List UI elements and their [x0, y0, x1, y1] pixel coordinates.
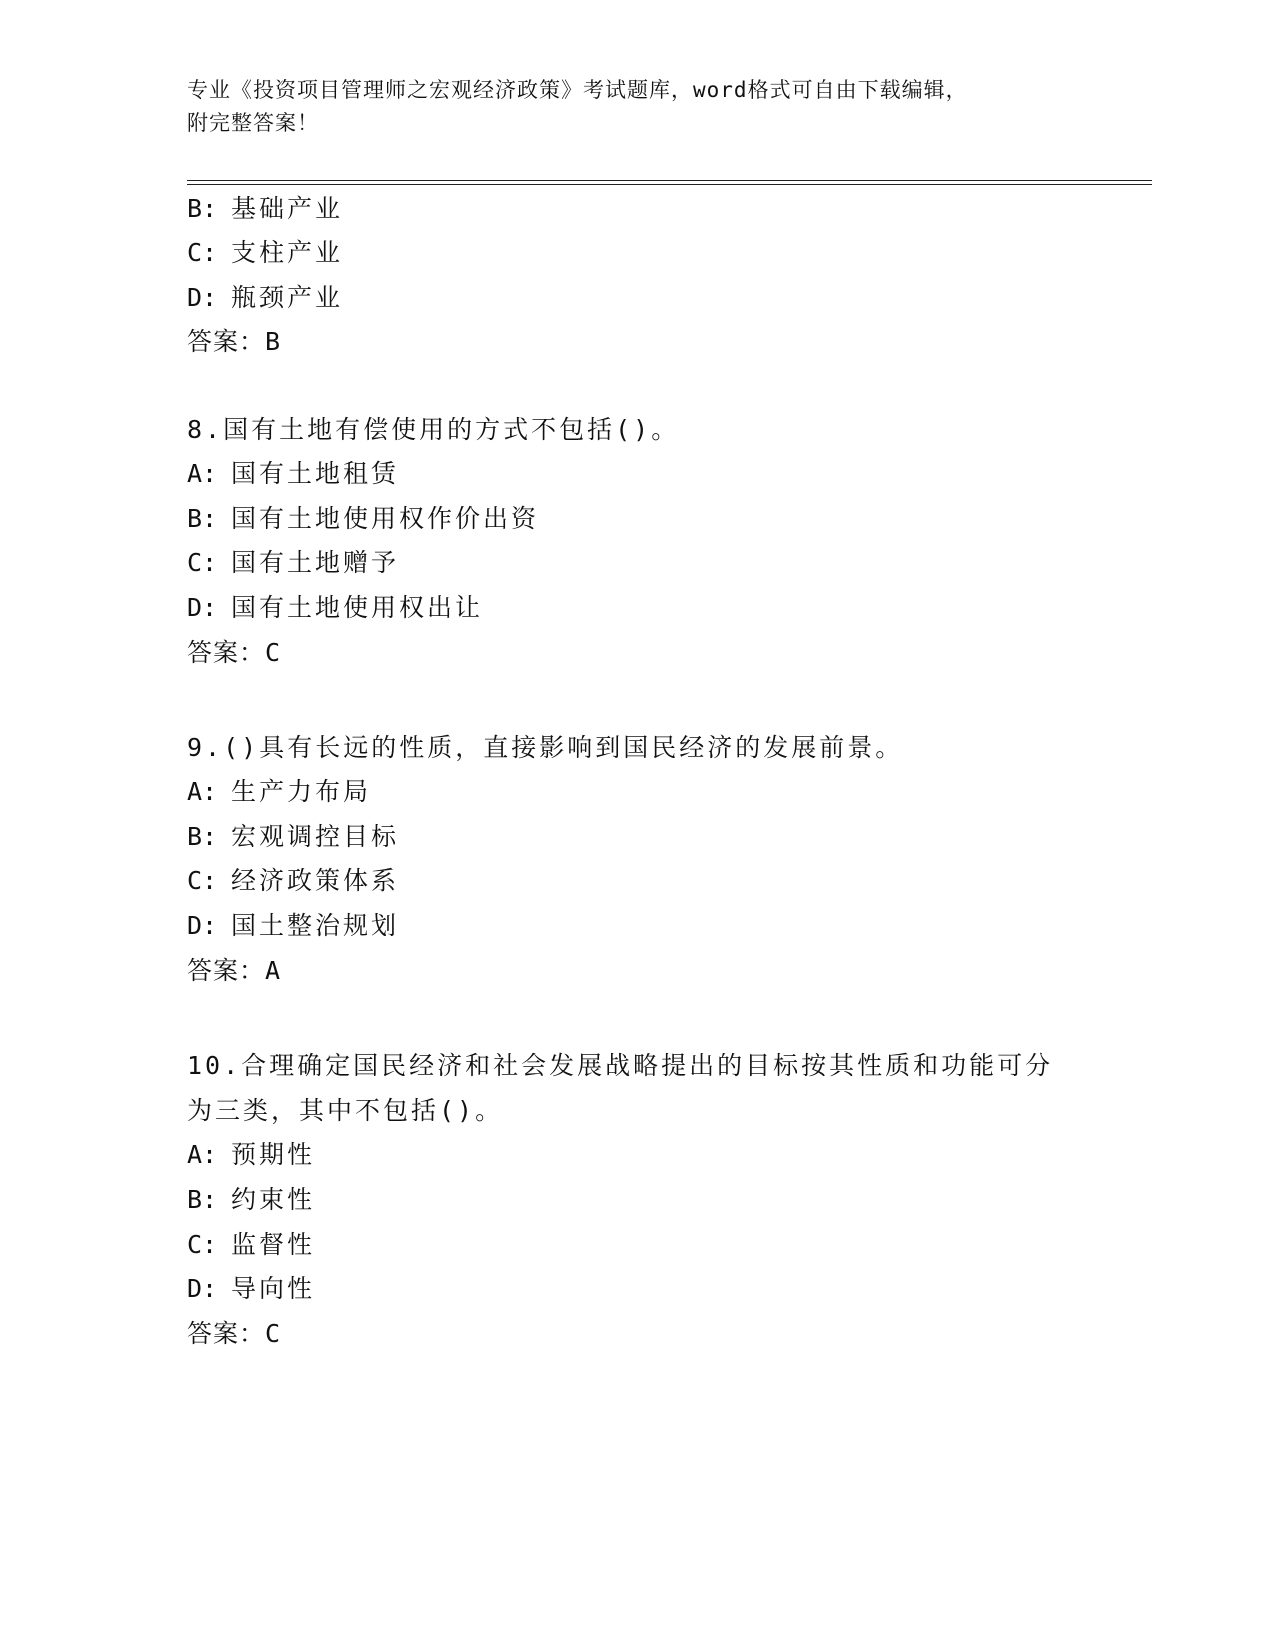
q8-stem: 8.国有土地有偿使用的方式不包括()。 [187, 415, 680, 444]
option-label: C: [187, 548, 218, 577]
q10-stem-line-2: 为三类，其中不包括()。 [187, 1096, 504, 1125]
option-text: 约束性 [231, 1185, 316, 1214]
q7-answer: 答案：B [187, 327, 282, 356]
option-text: 国有土地使用权出让 [231, 593, 484, 622]
q7-option-d [187, 281, 343, 315]
document-header [187, 74, 1067, 140]
option-text: 经济政策体系 [231, 866, 400, 895]
option-text: 监督性 [231, 1230, 316, 1259]
option-text: 国有土地租赁 [231, 459, 400, 488]
header-divider-top [187, 180, 1152, 181]
option-label: A: [187, 459, 218, 488]
option-label: C: [187, 866, 218, 895]
q9-stem: 9.()具有长远的性质，直接影响到国民经济的发展前景。 [187, 733, 904, 762]
option-label: C: [187, 1230, 218, 1259]
option-text: 瓶颈产业 [231, 283, 344, 312]
q9-option-c [187, 864, 399, 898]
option-label: A: [187, 1140, 218, 1169]
q9-answer: 答案：A [187, 956, 282, 985]
q8-option-d [187, 591, 483, 625]
q10-option-b [187, 1183, 315, 1217]
q10-option-a [187, 1138, 315, 1172]
option-text: 生产力布局 [231, 777, 372, 806]
header-line-1: 专业《投资项目管理师之宏观经济政策》考试题库，word格式可自由下载编辑， [187, 78, 968, 102]
q8-option-a [187, 457, 399, 491]
option-label: D: [187, 593, 218, 622]
option-text: 基础产业 [231, 194, 344, 223]
header-divider-bottom [187, 184, 1152, 185]
option-text: 支柱产业 [231, 238, 344, 267]
q7-option-c [187, 236, 343, 270]
option-label: D: [187, 1274, 218, 1303]
q8-answer: 答案：C [187, 638, 282, 667]
header-line-2: 附完整答案！ [187, 111, 319, 135]
q9-option-a [187, 775, 371, 809]
option-label: B: [187, 194, 218, 223]
q10-option-d [187, 1272, 315, 1306]
option-label: D: [187, 283, 218, 312]
option-text: 预期性 [231, 1140, 316, 1169]
option-label: B: [187, 1185, 218, 1214]
q7-option-b [187, 192, 343, 226]
q8-option-c [187, 546, 399, 580]
option-text: 导向性 [231, 1274, 316, 1303]
q8-option-b [187, 502, 539, 536]
option-text: 国有土地赠予 [231, 548, 400, 577]
q9-option-b [187, 820, 399, 854]
option-label: A: [187, 777, 218, 806]
option-text: 国土整治规划 [231, 911, 400, 940]
q10-stem-line-1: 10.合理确定国民经济和社会发展战略提出的目标按其性质和功能可分 [187, 1051, 1054, 1080]
option-text: 国有土地使用权作价出资 [231, 504, 540, 533]
option-label: C: [187, 238, 218, 267]
option-label: D: [187, 911, 218, 940]
q10-answer: 答案：C [187, 1319, 282, 1348]
q9-option-d [187, 909, 399, 943]
q10-option-c [187, 1228, 315, 1262]
option-label: B: [187, 822, 218, 851]
option-label: B: [187, 504, 218, 533]
option-text: 宏观调控目标 [231, 822, 400, 851]
